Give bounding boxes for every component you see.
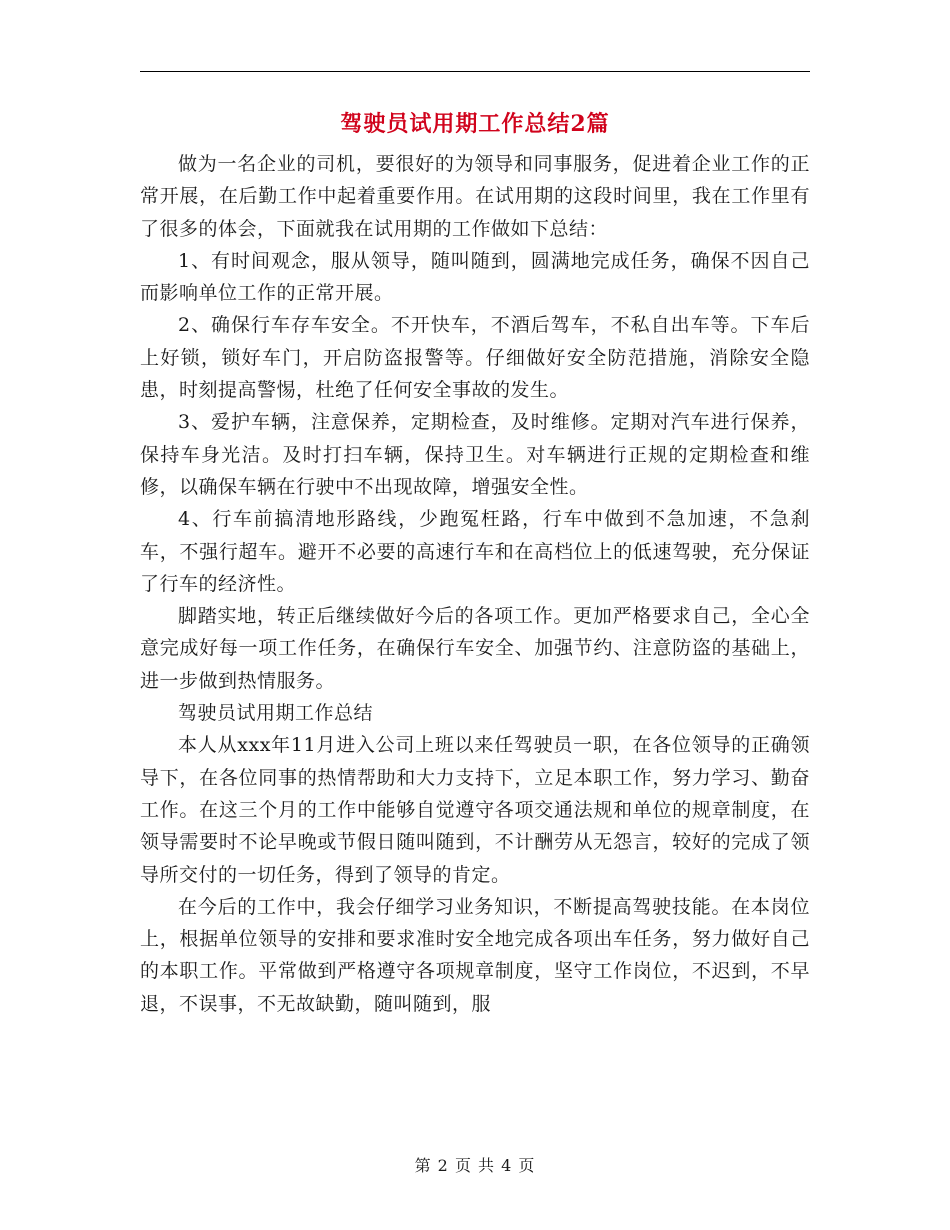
document-title: 驾驶员试用期工作总结2篇	[340, 111, 610, 137]
section-heading: 驾驶员试用期工作总结	[178, 702, 374, 725]
paragraph-conclusion: 脚踏实地，转正后继续做好今后的各项工作。更加严格要求自己，全心全意完成好每一项工作任务，在确保行车安全、加强节约、注意防盗的基础上，进一步做到热情服务。	[140, 605, 810, 692]
page-number: 第 2 页 共 4 页	[414, 1156, 536, 1175]
paragraph-item-4: 4、行车前搞清地形路线，少跑冤枉路，行车中做到不急加速，不急刹车，不强行超车。避开不必要的高速行车和在高档位上的低速驾驶，充分保证了行车的经济性。	[140, 508, 810, 595]
document-body	[140, 148, 810, 1020]
paragraph-intro: 做为一名企业的司机，要很好的为领导和同事服务，促进着企业工作的正常开展，在后勤工作中起着重要作用。在试用期的这段时间里，我在工作里有了很多的体会，下面就我在试用期的工作做如下总结：	[140, 153, 810, 240]
paragraph-item-2: 2、确保行车存车安全。不开快车，不酒后驾车，不私自出车等。下车后上好锁，锁好车门，开启防盗报警等。仔细做好安全防范措施，消除安全隐患，时刻提高警惕，杜绝了任何安全事故的发生。	[140, 314, 810, 402]
paragraph-section2-intro: 本人从xxx年11月进入公司上班以来任驾驶员一职，在各位领导的正确领导下，在各位同事的热情帮助和大力支持下，立足本职工作，努力学习、勤奋工作。在这三个月的工作中能够自觉遵守各项交通法规和单位的规章制度，在领导需要时不论早晚或节假日随叫随到，不计酬劳从无怨言，较好的完成了领导所交付的一切任务，得到了领导的肯定。	[140, 734, 810, 886]
paragraph-item-1: 1、有时间观念，服从领导，随叫随到，圆满地完成任务，确保不因自己而影响单位工作的正常开展。	[140, 249, 810, 305]
paragraph-item-3: 3、爱护车辆，注意保养，定期检查，及时维修。定期对汽车进行保养，保持车身光洁。及时打扫车辆，保持卫生。对车辆进行正规的定期检查和维修，以确保车辆在行驶中不出现故障，增强安全性。	[140, 411, 810, 498]
paragraph-section2-future: 在今后的工作中，我会仔细学习业务知识，不断提高驾驶技能。在本岗位上，根据单位领导的安排和要求准时安全地完成各项出车任务，努力做好自己的本职工作。平常做到严格遵守各项规章制度，坚守工作岗位，不迟到，不早退，不误事，不无故缺勤，随叫随到，服	[140, 895, 810, 1015]
header-rule	[140, 71, 810, 72]
